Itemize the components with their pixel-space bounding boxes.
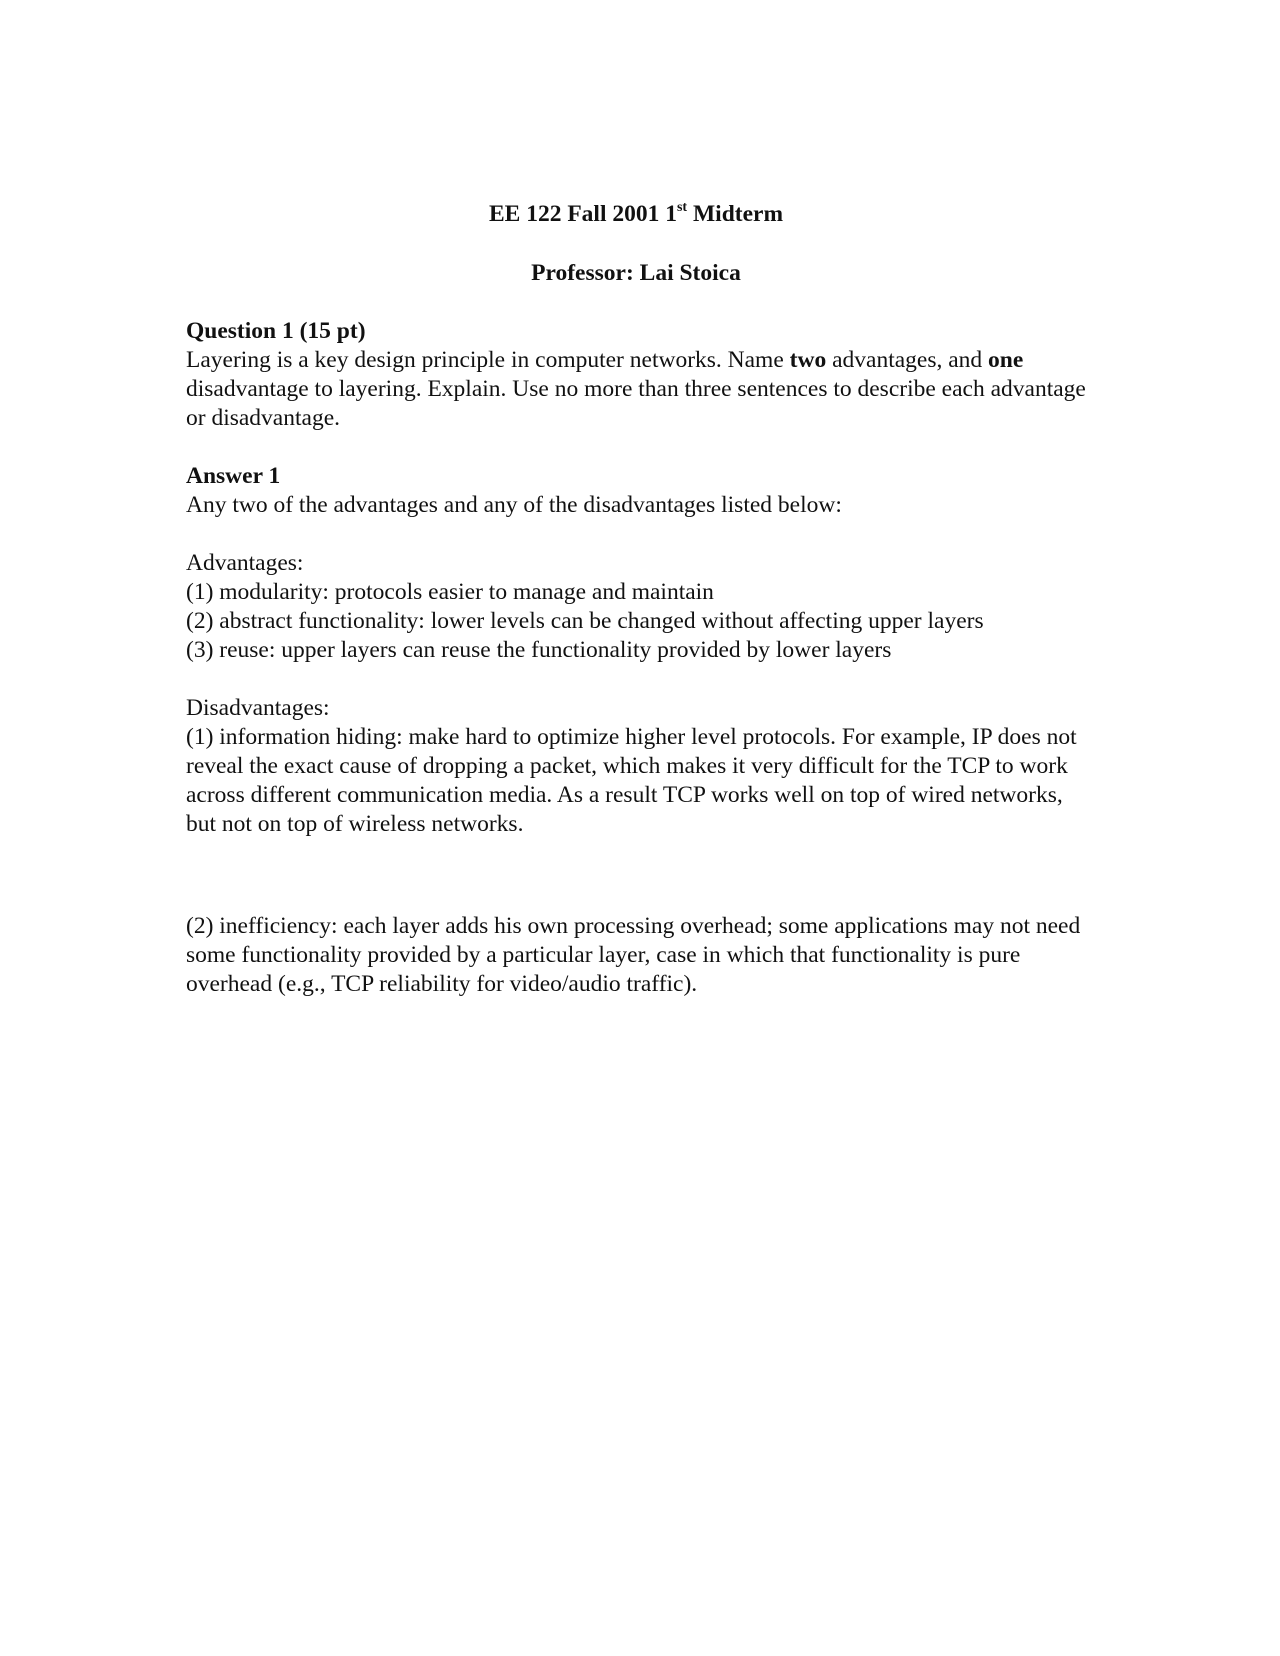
question-text-part-1: Layering is a key design principle in computer networks. Name: [186, 347, 790, 373]
advantage-item: (3) reuse: upper layers can reuse the functionality provided by lower layers: [186, 637, 892, 663]
disadvantage-item: (1) information hiding: make hard to optimize higher level protocols. For example, IP does not reveal the exact cause of dropping a packet, which makes it very difficult for the TCP to work across different communication media. As a result TCP works well on top of wired networks, but not on top of wireless networks.: [186, 724, 1077, 837]
title-prefix: EE 122 Fall 2001 1: [488, 201, 677, 227]
answer-heading: Answer 1: [186, 463, 281, 489]
professor-line: Professor: Lai Stoica: [531, 260, 741, 286]
document-page: [186, 200, 1086, 999]
advantage-item: (1) modularity: protocols easier to manage and maintain: [186, 579, 714, 605]
advantages-label: Advantages:: [186, 550, 304, 576]
question-text: [186, 346, 1086, 433]
question-text-part-2: advantages, and: [826, 347, 989, 373]
answer-intro: Any two of the advantages and any of the disadvantages listed below:: [186, 492, 842, 518]
disadvantages-label: Disadvantages:: [186, 695, 330, 721]
question-bold-two: two: [789, 347, 827, 373]
document-title: [186, 200, 1086, 229]
advantage-item: (2) abstract functionality: lower levels can be changed without affecting upper layers: [186, 608, 984, 634]
question-bold-one: one: [988, 347, 1024, 373]
title-superscript: st: [676, 200, 688, 215]
question-heading: Question 1 (15 pt): [186, 318, 366, 344]
disadvantage-item: (2) inefficiency: each layer adds his own processing overhead; some applications may not need some functionality provided by a particular layer, case in which that functionality is pure overhead (e.g., TCP reliability for video/audio traffic).: [186, 913, 1081, 997]
question-text-part-3: disadvantage to layering. Explain. Use no more than three sentences to describe each advantage or disadvantage.: [186, 376, 1086, 431]
title-suffix: Midterm: [687, 201, 784, 227]
